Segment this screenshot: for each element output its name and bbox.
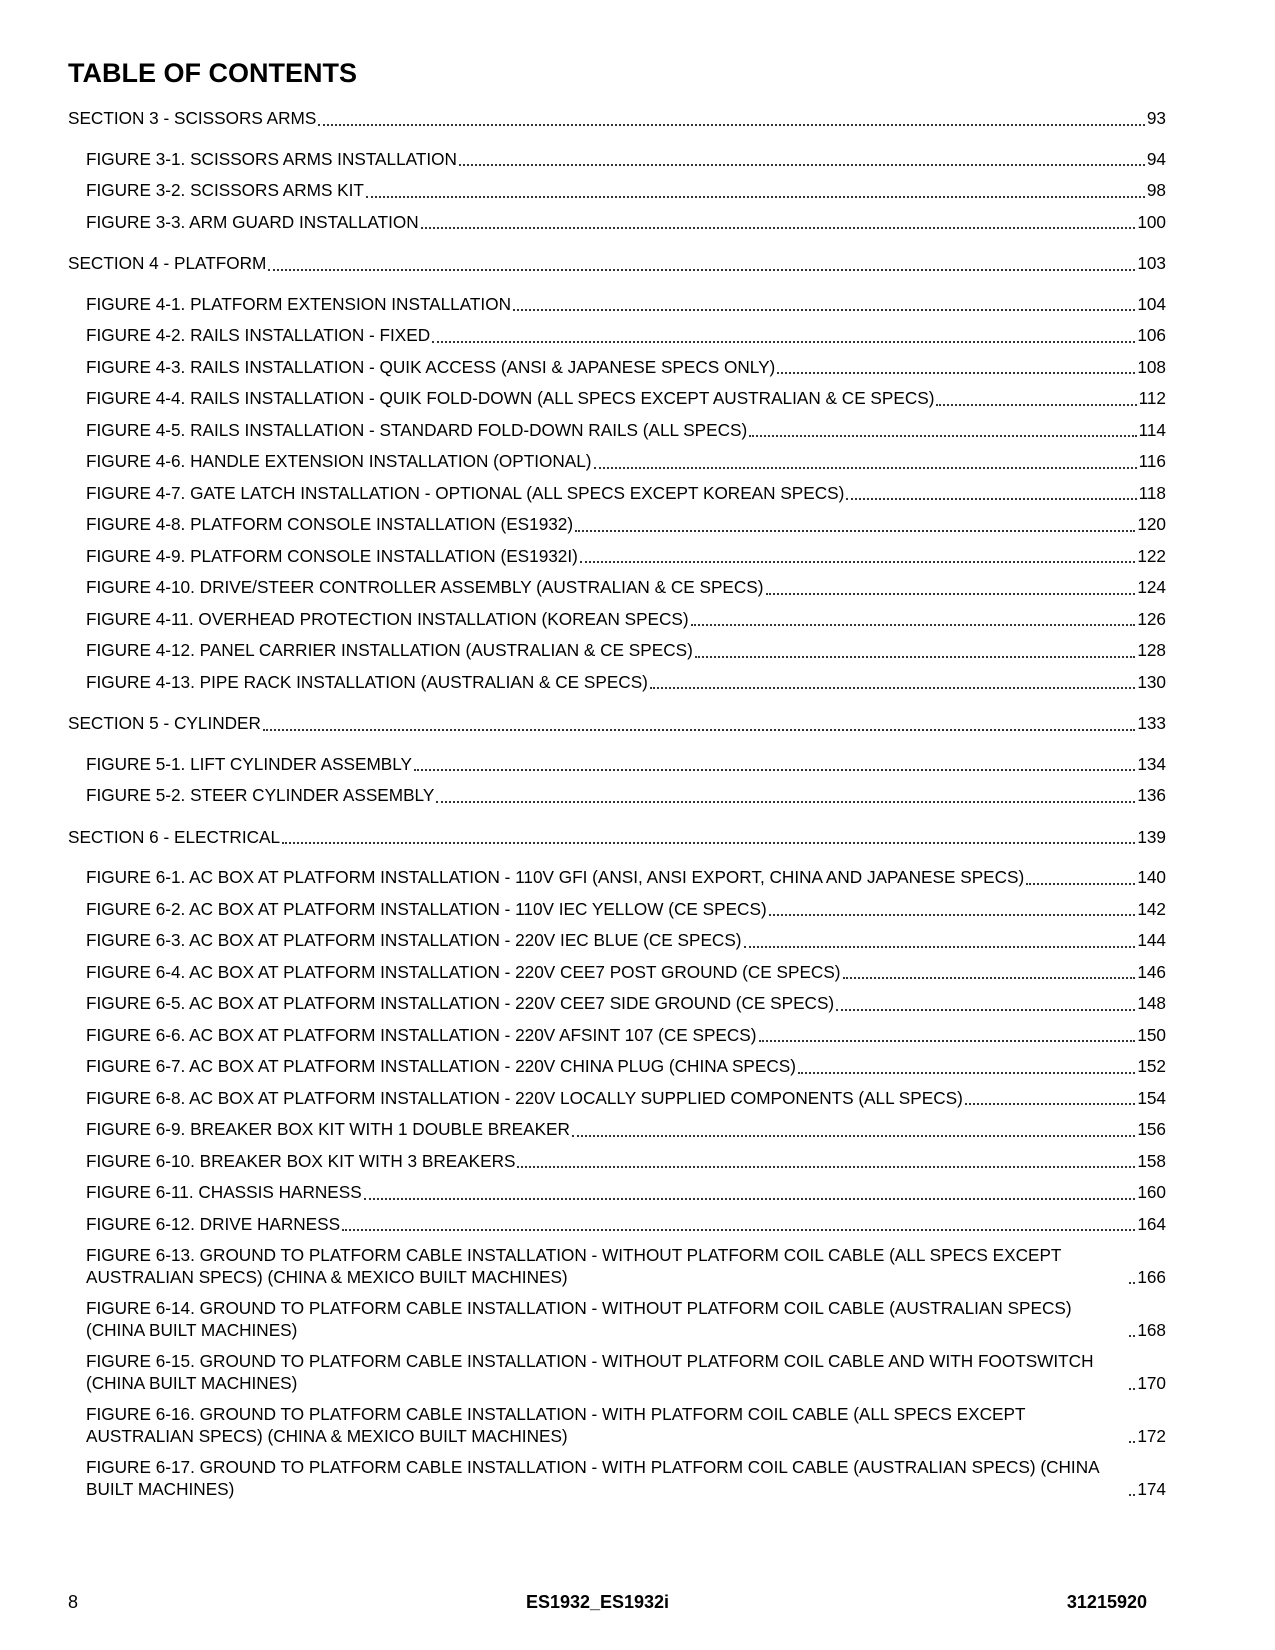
toc-entry-page: 142 <box>1137 898 1166 919</box>
dot-leader <box>1129 1335 1135 1337</box>
toc-figure-entry[interactable] <box>68 1182 1166 1204</box>
toc-entry-title: FIGURE 6-9. BREAKER BOX KIT WITH 1 DOUBLE BREAKER <box>86 1119 570 1139</box>
toc-figure-entry[interactable] <box>68 577 1166 599</box>
toc-entry-title: FIGURE 4-11. OVERHEAD PROTECTION INSTALLATION (KOREAN SPECS) <box>86 608 689 629</box>
toc-figure-entry[interactable] <box>68 180 1166 202</box>
toc-entry-title: SECTION 4 - PLATFORM <box>68 253 267 273</box>
page-title: TABLE OF CONTENTS <box>68 58 357 88</box>
toc-figure-entry[interactable] <box>68 609 1166 631</box>
toc-figure-entry[interactable] <box>68 483 1166 505</box>
toc-figure-entry[interactable] <box>68 212 1166 234</box>
toc-entry-title: FIGURE 4-8. PLATFORM CONSOLE INSTALLATION (ES1932) <box>86 514 574 534</box>
toc-figure-entry[interactable] <box>68 514 1166 536</box>
toc-figure-entry[interactable] <box>68 1245 1166 1288</box>
dot-leader <box>366 196 1145 198</box>
dot-leader <box>580 561 1135 563</box>
toc-entry-page: 140 <box>1137 867 1166 887</box>
toc-entry-title: FIGURE 6-10. BREAKER BOX KIT WITH 3 BREAKERS <box>86 1150 516 1171</box>
toc-figure-entry[interactable] <box>68 1351 1166 1394</box>
toc-entry-page: 148 <box>1137 993 1166 1013</box>
dot-leader <box>263 729 1135 731</box>
toc-entry-page: 170 <box>1137 1372 1166 1393</box>
toc-figure-entry[interactable] <box>68 1151 1166 1173</box>
toc-entry-page: 146 <box>1137 961 1166 982</box>
dot-leader <box>432 341 1135 343</box>
dot-leader <box>517 1166 1135 1168</box>
toc-entry-title: FIGURE 4-9. PLATFORM CONSOLE INSTALLATION (ES1932I) <box>86 545 578 566</box>
toc-figure-entry[interactable] <box>68 451 1166 473</box>
toc-figure-entry[interactable] <box>68 420 1166 442</box>
dot-leader <box>749 435 1136 437</box>
toc-figure-entry[interactable] <box>68 1119 1166 1141</box>
toc-entry-title: FIGURE 6-5. AC BOX AT PLATFORM INSTALLATION - 220V CEE7 SIDE GROUND (CE SPECS) <box>86 993 835 1013</box>
toc-entry-page: 133 <box>1137 713 1166 733</box>
dot-leader <box>318 124 1145 126</box>
footer-page-number: 8 <box>68 1592 79 1612</box>
toc-entry-title: FIGURE 3-3. ARM GUARD INSTALLATION <box>86 211 419 232</box>
toc-figure-entry[interactable] <box>68 388 1166 410</box>
toc-figure-entry[interactable] <box>68 899 1166 921</box>
dot-leader <box>759 1040 1136 1042</box>
dot-leader <box>575 530 1135 532</box>
dot-leader <box>459 164 1145 166</box>
toc-entry-page: 136 <box>1137 785 1166 805</box>
dot-leader <box>798 1072 1135 1074</box>
toc-entry-page: 150 <box>1137 1024 1166 1045</box>
toc-figure-entry[interactable] <box>68 325 1166 347</box>
toc-figure-entry[interactable] <box>68 357 1166 379</box>
toc-entry-page: 160 <box>1137 1182 1166 1202</box>
dot-leader <box>691 624 1136 626</box>
toc-entry-title: FIGURE 6-2. AC BOX AT PLATFORM INSTALLATION - 110V IEC YELLOW (CE SPECS) <box>86 898 767 919</box>
toc-entry-title: FIGURE 6-7. AC BOX AT PLATFORM INSTALLATION - 220V CHINA PLUG (CHINA SPECS) <box>86 1056 796 1076</box>
toc-entry-title: FIGURE 6-15. GROUND TO PLATFORM CABLE INSTALLATION - WITHOUT PLATFORM COIL CABLE AND WITH FOOTSWITCH (CHINA BUILT MACHINES) <box>86 1351 1094 1393</box>
toc-figure-entry[interactable] <box>68 993 1166 1015</box>
toc-entry-title: FIGURE 6-3. AC BOX AT PLATFORM INSTALLATION - 220V IEC BLUE (CE SPECS) <box>86 930 742 950</box>
dot-leader <box>421 227 1136 229</box>
toc-entry-title: FIGURE 6-12. DRIVE HARNESS <box>86 1213 341 1234</box>
dot-leader <box>846 498 1136 500</box>
toc-entry-title: FIGURE 6-4. AC BOX AT PLATFORM INSTALLATION - 220V CEE7 POST GROUND (CE SPECS) <box>86 961 841 982</box>
toc-figure-entry[interactable] <box>68 962 1166 984</box>
toc-figure-entry[interactable] <box>68 754 1166 776</box>
dot-leader <box>836 1009 1135 1011</box>
toc-entry-page: 156 <box>1137 1119 1166 1139</box>
toc-figure-entry[interactable] <box>68 930 1166 952</box>
toc-figure-entry[interactable] <box>68 867 1166 889</box>
toc-entry-title: SECTION 5 - CYLINDER <box>68 713 261 733</box>
toc-entry-page: 172 <box>1137 1425 1166 1446</box>
toc-entry-title: FIGURE 4-5. RAILS INSTALLATION - STANDARD FOLD-DOWN RAILS (ALL SPECS) <box>86 419 748 440</box>
toc-entry-title: FIGURE 5-1. LIFT CYLINDER ASSEMBLY <box>86 753 413 774</box>
toc-figure-entry[interactable] <box>68 640 1166 662</box>
toc-figure-entry[interactable] <box>68 294 1166 316</box>
toc-entry-page: 124 <box>1137 577 1166 597</box>
dot-leader <box>744 946 1136 948</box>
toc-entry-title: FIGURE 4-2. RAILS INSTALLATION - FIXED <box>86 325 431 345</box>
toc-section-entry[interactable] <box>68 827 1166 849</box>
toc-entry-page: 152 <box>1137 1056 1166 1076</box>
toc-entry-title: SECTION 6 - ELECTRICAL <box>68 826 281 847</box>
toc-entry-page: 166 <box>1137 1266 1166 1287</box>
toc-entry-page: 174 <box>1137 1478 1166 1499</box>
toc-section-entry[interactable] <box>68 253 1166 275</box>
dot-leader <box>572 1135 1135 1137</box>
toc-entry-title: FIGURE 6-6. AC BOX AT PLATFORM INSTALLATION - 220V AFSINT 107 (CE SPECS) <box>86 1024 757 1045</box>
toc-entry-page: 93 <box>1146 108 1166 128</box>
toc-entry-page: 106 <box>1137 325 1166 345</box>
toc-figure-entry[interactable] <box>68 546 1166 568</box>
toc-figure-entry[interactable] <box>68 1025 1166 1047</box>
table-of-contents <box>68 108 1166 1500</box>
toc-entry-page: 168 <box>1137 1319 1166 1340</box>
dot-leader <box>936 404 1136 406</box>
toc-entry-title: FIGURE 4-10. DRIVE/STEER CONTROLLER ASSEMBLY (AUSTRALIAN & CE SPECS) <box>86 577 764 597</box>
toc-entry-title: FIGURE 4-7. GATE LATCH INSTALLATION - OPTIONAL (ALL SPECS EXCEPT KOREAN SPECS) <box>86 482 845 503</box>
dot-leader <box>513 309 1135 311</box>
toc-entry-title: FIGURE 3-1. SCISSORS ARMS INSTALLATION <box>86 148 457 169</box>
toc-entry-page: 134 <box>1137 753 1166 774</box>
toc-entry-page: 104 <box>1137 293 1166 314</box>
toc-figure-entry[interactable] <box>68 1214 1166 1236</box>
toc-figure-entry[interactable] <box>68 149 1166 171</box>
toc-entry-page: 114 <box>1138 419 1166 440</box>
dot-leader <box>268 269 1135 271</box>
dot-leader <box>1129 1282 1135 1284</box>
toc-figure-entry[interactable] <box>68 1404 1166 1447</box>
toc-entry-page: 108 <box>1137 356 1166 377</box>
toc-entry-page: 112 <box>1138 388 1166 408</box>
toc-entry-page: 158 <box>1137 1150 1166 1171</box>
toc-entry-title: FIGURE 5-2. STEER CYLINDER ASSEMBLY <box>86 785 435 805</box>
toc-entry-page: 154 <box>1137 1087 1166 1108</box>
dot-leader <box>342 1229 1135 1231</box>
toc-figure-entry[interactable] <box>68 672 1166 694</box>
toc-entry-page: 128 <box>1137 640 1166 660</box>
toc-entry-page: 100 <box>1137 211 1166 232</box>
toc-entry-title: FIGURE 6-1. AC BOX AT PLATFORM INSTALLATION - 110V GFI (ANSI, ANSI EXPORT, CHINA AND JAPANESE SPECS) <box>86 867 1025 887</box>
dot-leader <box>1026 883 1135 885</box>
toc-entry-title: FIGURE 4-3. RAILS INSTALLATION - QUIK ACCESS (ANSI & JAPANESE SPECS ONLY) <box>86 356 776 377</box>
toc-entry-page: 98 <box>1146 180 1166 200</box>
toc-entry-page: 103 <box>1137 253 1166 273</box>
toc-entry-page: 94 <box>1146 148 1166 169</box>
toc-entry-title: FIGURE 3-2. SCISSORS ARMS KIT <box>86 180 364 200</box>
toc-entry-title: FIGURE 6-16. GROUND TO PLATFORM CABLE INSTALLATION - WITH PLATFORM COIL CABLE (ALL SPECS EXCEPT AUSTRALIAN SPECS) (CHINA & MEXICO BUILT MACHINES) <box>86 1404 1026 1446</box>
toc-figure-entry[interactable] <box>68 785 1166 807</box>
toc-entry-title: FIGURE 6-17. GROUND TO PLATFORM CABLE INSTALLATION - WITH PLATFORM COIL CABLE (AUSTRALIAN SPECS) (CHINA BUILT MACHINES) <box>86 1457 1099 1499</box>
toc-entry-title: FIGURE 6-8. AC BOX AT PLATFORM INSTALLATION - 220V LOCALLY SUPPLIED COMPONENTS (ALL SPECS) <box>86 1087 963 1108</box>
toc-entry-title: SECTION 3 - SCISSORS ARMS <box>68 108 317 128</box>
toc-entry-title: FIGURE 6-13. GROUND TO PLATFORM CABLE INSTALLATION - WITHOUT PLATFORM COIL CABLE (ALL SPECS EXCEPT AUSTRALIAN SPECS) (CHINA & MEXICO BUILT MACHINES) <box>86 1245 1062 1287</box>
dot-leader <box>436 801 1135 803</box>
toc-entry-title: FIGURE 4-6. HANDLE EXTENSION INSTALLATION (OPTIONAL) <box>86 451 592 471</box>
toc-figure-entry[interactable] <box>68 1056 1166 1078</box>
dot-leader <box>695 656 1136 658</box>
toc-entry-title: FIGURE 6-14. GROUND TO PLATFORM CABLE INSTALLATION - WITHOUT PLATFORM COIL CABLE (AUSTRALIAN SPECS) (CHINA BUILT MACHINES) <box>86 1298 1072 1340</box>
footer-doc-number: 31215920 <box>1066 1592 1147 1612</box>
toc-entry-title: FIGURE 6-11. CHASSIS HARNESS <box>86 1182 362 1202</box>
toc-entry-page: 144 <box>1137 930 1166 950</box>
toc-section-entry[interactable] <box>68 108 1166 130</box>
dot-leader <box>777 372 1135 374</box>
dot-leader <box>1129 1441 1135 1443</box>
toc-entry-page: 139 <box>1137 826 1166 847</box>
toc-entry-page: 120 <box>1137 514 1166 534</box>
toc-figure-entry[interactable] <box>68 1298 1166 1341</box>
toc-entry-page: 164 <box>1137 1213 1166 1234</box>
dot-leader <box>282 842 1135 844</box>
dot-leader <box>965 1103 1136 1105</box>
toc-entry-page: 118 <box>1138 482 1166 503</box>
dot-leader <box>1129 1388 1135 1390</box>
toc-entry-title: FIGURE 4-4. RAILS INSTALLATION - QUIK FOLD-DOWN (ALL SPECS EXCEPT AUSTRALIAN & CE SPECS) <box>86 388 935 408</box>
toc-entry-page: 130 <box>1137 671 1166 692</box>
dot-leader <box>594 467 1137 469</box>
dot-leader <box>364 1198 1136 1200</box>
toc-entry-page: 126 <box>1137 608 1166 629</box>
toc-entry-title: FIGURE 4-13. PIPE RACK INSTALLATION (AUSTRALIAN & CE SPECS) <box>86 671 648 692</box>
dot-leader <box>843 977 1136 979</box>
toc-entry-page: 122 <box>1137 545 1166 566</box>
footer-model: ES1932_ES1932i <box>525 1592 670 1612</box>
dot-leader <box>769 914 1136 916</box>
toc-section-entry[interactable] <box>68 713 1166 735</box>
toc-figure-entry[interactable] <box>68 1088 1166 1110</box>
toc-entry-title: FIGURE 4-12. PANEL CARRIER INSTALLATION (AUSTRALIAN & CE SPECS) <box>86 640 693 660</box>
dot-leader <box>1129 1494 1135 1496</box>
dot-leader <box>766 593 1136 595</box>
toc-entry-page: 116 <box>1138 451 1166 471</box>
dot-leader <box>414 769 1135 771</box>
toc-entry-title: FIGURE 4-1. PLATFORM EXTENSION INSTALLATION <box>86 293 511 314</box>
dot-leader <box>650 687 1135 689</box>
toc-figure-entry[interactable] <box>68 1457 1166 1500</box>
